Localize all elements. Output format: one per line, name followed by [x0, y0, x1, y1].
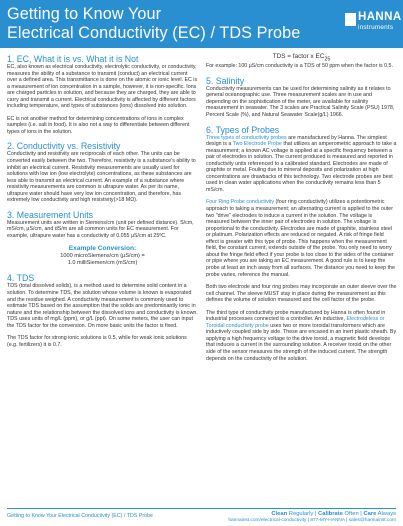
footer-divider	[7, 508, 396, 509]
footer-tagline: Clean Regularly | Calibrate Often | Care Always	[271, 511, 396, 517]
tds-example: For example: 100 µS/cm conductivity is a TDS of 50 ppm when the factor is 0.5.	[206, 63, 393, 70]
section-heading-units: 3. Measurement Units	[7, 209, 94, 220]
section-heading-probes: 6. Types of Probes	[206, 124, 280, 135]
page-title	[7, 5, 307, 43]
tds-formula: TDS = factor x $EC_{25}$	[272, 53, 331, 63]
section-heading-salinity: 5. Salinity	[206, 75, 245, 86]
hanna-logo	[345, 11, 402, 36]
footer	[0, 508, 403, 526]
section-text-probes-4: The third type of conductivity probe manufactured by Hanna is often found in industrial processes connected to a controller. An inductive, Electrodeless or Toroidal conductivity probe uses two or more toroidal transformers which are inductively coupled side by side. These are encased in an inert plastic sheath. By applying a high frequency voltage to the drive toroid, a magnetic field develops that induces a current in the surrounding solution. A receiver toroid on the other side of the sensor measures the strength of the induced current. The strength depends on the conductivity of the solution.	[206, 309, 397, 362]
section-text-tds-1: TDS (total dissolved solids), is a method used to determine solid content in a solution. To determine TDS, the solution whose volume is known is evaporated and the residue weighed. A conductivity measurement is commonly used to estimate TDS based on the assumption that the solids are predominantly ionic in nature and the relationship between the dissolved ions and conductivity is known. TDS uses units of mg/L (ppm), or g/L (ppt). On some meters, the user can input the TDS factor for the conversion. On more basic units the factor is fixed.	[7, 283, 198, 329]
logo-sub: instruments	[358, 24, 394, 31]
section-text-resistivity: Conductivity and resistivity are reciprocals of each other. The units can be converted easily between the two. Therefore, resistivity is a substance's ability to inhibit an electrical current. Resistivity measurements are usually used for solutions with low ion (low electrolyte) concentrations, as these substances are less able to transmit an electrical current. An example of a substance where resistivity measurements are common is ultrapure water. As per its name, ultrapure water should have very low ion concentration, and therefore, has extremely low conductivity and high resistivity(>18 MΩ).	[7, 151, 196, 204]
section-heading-tds: 4. TDS	[7, 273, 35, 284]
example-conversion-title: Example Conversion:	[68, 245, 137, 253]
section-text-probes-1: Three types of conductivity probes are manufactured by Hanna. The simplest design is a Two Electrode Probe that utilizes an amperometric approach to take a measurement; a known AC voltage is applied at a specific frequency between a pair of electrodes in solution. The current produced is measured and reported in conductivity units referenced to a calibrated standard. Electrodes are made of graphite or metal. Fouling due to mineral deposits and polarization at high concentrations are drawbacks of this technology. Two electrode probes are best used in clean water applications when the conductivity remains less than 5 mS/cm.	[206, 134, 397, 193]
left-column	[7, 54, 198, 348]
footer-contact[interactable]: hannainst.com/electrical-conductivity | 877-MY-HANNA | sales@hannainst.com	[228, 518, 396, 523]
right-column	[206, 54, 397, 362]
section-text-ec-1: EC, also known as electrical conductivity, electrolytic conductivity, or conductivity, measures the ability of a substance to transmit (conduct) an electrical current over a defined area. This transmittance is done on the atomic or ionic level. EC is a measurement of ion concentration in a sample, however, it is non-specific. Ions are charged particles in solution, and because they are charged, they are able to carry and transmit a current. Electrical conductivity is affected by different factors including temperature, and types of substances (ions) dissolved into solution.	[7, 64, 198, 110]
example-conversion-line1: 1000 microSiemens/cm (µS/cm) =	[60, 253, 145, 260]
page-title-line2: Electrical Conductivity (EC) / TDS Probe	[7, 24, 301, 42]
page-title-line1: Getting to Know Your	[7, 5, 162, 23]
section-heading-ec: 1. EC, What it is vs. What it is Not	[7, 54, 139, 64]
section-heading-resistivity: 2. Conductivity vs. Resistivity	[7, 141, 121, 152]
header-banner	[0, 0, 403, 48]
section-text-salinity: Conductivity measurements can be used for determining salinity as it relates to general oceanographic use. Three measurement scales are in use and depending on the sophistication of the meter, are available for salinity measurement in seawater. The 3 scales are Practical Salinity Scale (PSU) 1978, Percent Scale (%), and Natural Seawater Scale(g/L) 1966.	[206, 85, 395, 119]
logo-mark-icon	[345, 13, 356, 26]
section-text-probes-3: Both two electrode and four ring probes may incorporate an outer sleeve over the cell channel. The sleeve MUST stay in place during the measurement as this defines the volume of solution measured and the cell factor of the probe.	[206, 284, 397, 304]
footer-doc-title: Getting to Know Your Electrical Conductivity (EC) / TDS Probe	[7, 513, 153, 519]
section-text-ec-2: EC is not another method for determining concentrations of ions in complex samples (i.e. salt in food). It is also not a way to differentiate between different types of ions in the solution.	[7, 115, 190, 135]
formula-subscript: 25	[324, 56, 331, 63]
section-text-tds-2: The TDS factor for strong ionic solutions is 0.5, while for weak ionic solutions (e.g. fertilizers) it is 0.7.	[7, 335, 187, 348]
section-text-units: Measurement units are written in Siemens/cm (unit per defined distance). S/cm, mS/cm, µS/cm, and dS/m are all common units for EC measurement. For example, ultrapure water has a conductivity of 0.055 µS/cm at 25ºC.	[7, 219, 194, 239]
section-text-probes-2: Four Ring Probe conductivity (four ring conductivity) utilizes a potentiometric approach to taking a measurement; an alternating current is applied to the outer two "drive" electrodes to induce a current in the solution. The voltage is measured between the inner pair of electrodes in solution. The voltage is proportional to the conductivity. Electrodes are made of graphite, stainless steel or platinum. Polarization effects are reduced or negated. A risk of fringe field effect is greater with this type of probe. This happens when the measurement field, the constant current, extends outside of the probe. You only need to worry about the fringe field effect if your probe is too close to the sides of the container or pipe where you are taking an EC measurement. A good rule is to keep the probe at least an inch away from all surfaces. The distance you need to keep the probe varies, reference the manual.	[206, 199, 395, 278]
logo-name: HANNA	[358, 11, 402, 23]
example-conversion-line2: 1.0 milliSiemen/cm (mS/cm)	[67, 260, 138, 267]
